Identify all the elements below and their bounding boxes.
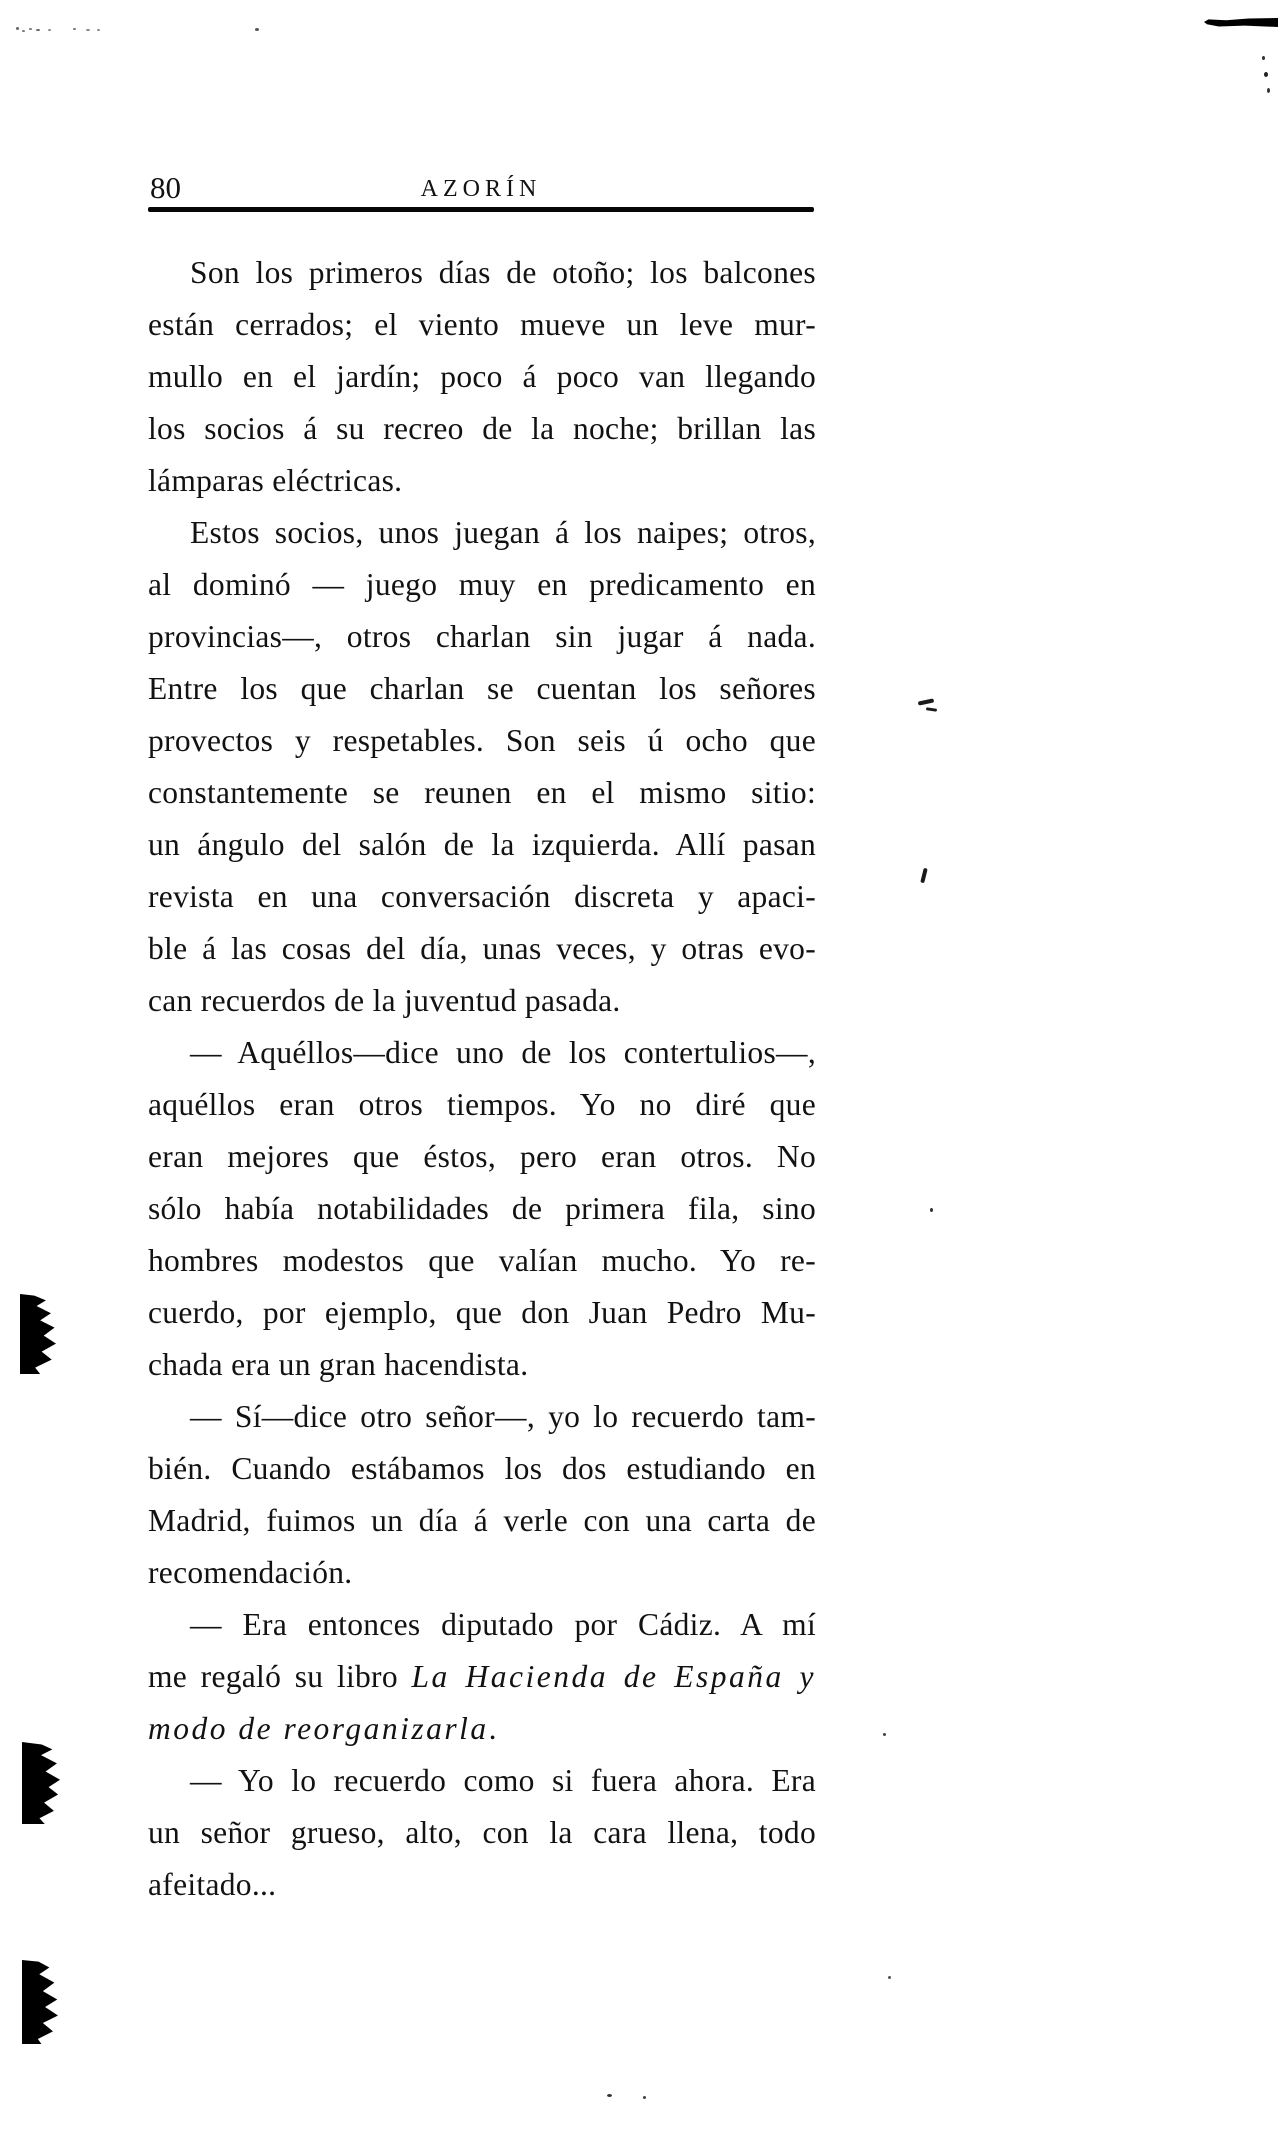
scan-speck [16,27,19,30]
book-title-segment: La Hacienda de España y [411,1659,816,1694]
text-segment: me regaló su libro [148,1659,398,1694]
margin-mark [920,868,928,884]
text-line [148,1651,816,1703]
text-line: un ángulo del salón de la izquierda. Allí pasan [148,827,816,862]
text-line: — Aquéllos—dice uno de los contertulios—, [190,1035,816,1070]
ink-blot [22,1742,60,1824]
text-line: bién. Cuando estábamos los dos estudiando en [148,1451,816,1486]
text-line: Entre los que charlan se cuentan los señores [148,671,816,706]
text-line: Estos socios, unos juegan á los naipes; otros, [190,515,816,550]
text-line: al dominó — juego muy en predicamento en [148,567,816,602]
text-line: afeitado... [148,1867,277,1902]
ink-blot [20,1294,56,1374]
margin-mark [926,707,937,712]
scan-speck [883,1733,886,1736]
scan-speck [607,2094,612,2097]
text-line: cuerdo, por ejemplo, que don Juan Pedro Mu- [148,1295,816,1330]
scan-edge-bar [1204,18,1278,27]
scan-speck [930,1208,933,1212]
scan-speck [888,1976,891,1979]
text-line: constantemente se reunen en el mismo sitio: [148,775,816,810]
text-line: los socios á su recreo de la noche; brillan las [148,411,816,446]
text-line: Son los primeros días de otoño; los balcones [190,255,816,290]
text-line: — Era entonces diputado por Cádiz. A mí [190,1607,816,1642]
scan-speck [1267,88,1270,93]
page-header [148,170,814,206]
scan-speck [29,28,32,30]
ink-blot [22,1960,58,2044]
text-line: — Sí—dice otro señor—, yo lo recuerdo tam- [190,1399,816,1434]
paragraph [148,1599,816,1755]
text-line: Madrid, fuimos un día á verle con una carta de [148,1503,816,1538]
book-title-segment: modo de reorganizarla [148,1711,489,1746]
scan-speck [643,2096,646,2099]
scan-speck [1264,72,1268,77]
text-line: sólo había notabilidades de primera fila, sino [148,1191,816,1226]
text-line: revista en una conversación discreta y apaci- [148,879,816,914]
text-line: eran mejores que éstos, pero eran otros. No [148,1139,816,1174]
text-line: mullo en el jardín; poco á poco van llegando [148,359,816,394]
text-line: can recuerdos de la juventud pasada. [148,983,621,1018]
text-line: lámparas eléctricas. [148,463,403,498]
text-line: están cerrados; el viento mueve un leve mur- [148,307,816,342]
paragraph [148,247,816,507]
scan-speck [22,30,25,32]
text-block [148,247,816,1911]
text-line: hombres modestos que valían mucho. Yo re- [148,1243,816,1278]
paragraph [148,507,816,1027]
text-segment: . [488,1711,497,1746]
text-line: provectos y respetables. Son seis ú ocho que [148,723,816,758]
scan-speck [48,29,51,31]
paragraph [148,1391,816,1599]
margin-mark [918,698,934,705]
scan-speck [255,28,259,31]
text-line: recomendación. [148,1555,353,1590]
text-line [148,1703,816,1755]
scan-speck [73,28,76,30]
scan-speck [1262,56,1265,60]
text-line: — Yo lo recuerdo como si fuera ahora. Era [190,1763,816,1798]
text-line: ble á las cosas del día, unas veces, y otras evo- [148,931,816,966]
page-number: 80 [150,170,181,205]
running-header-title: AZORÍN [420,176,542,202]
scan-speck [36,29,40,31]
paragraph [148,1755,816,1911]
text-line: un señor grueso, alto, con la cara llena, todo [148,1815,816,1850]
scan-speck [86,29,90,31]
paragraph [148,1027,816,1391]
text-line: aquéllos eran otros tiempos. Yo no diré que [148,1087,816,1122]
text-line: provincias—, otros charlan sin jugar á nada. [148,619,816,654]
text-line: chada era un gran hacendista. [148,1347,529,1382]
scan-speck [97,29,100,31]
header-rule [148,207,814,212]
